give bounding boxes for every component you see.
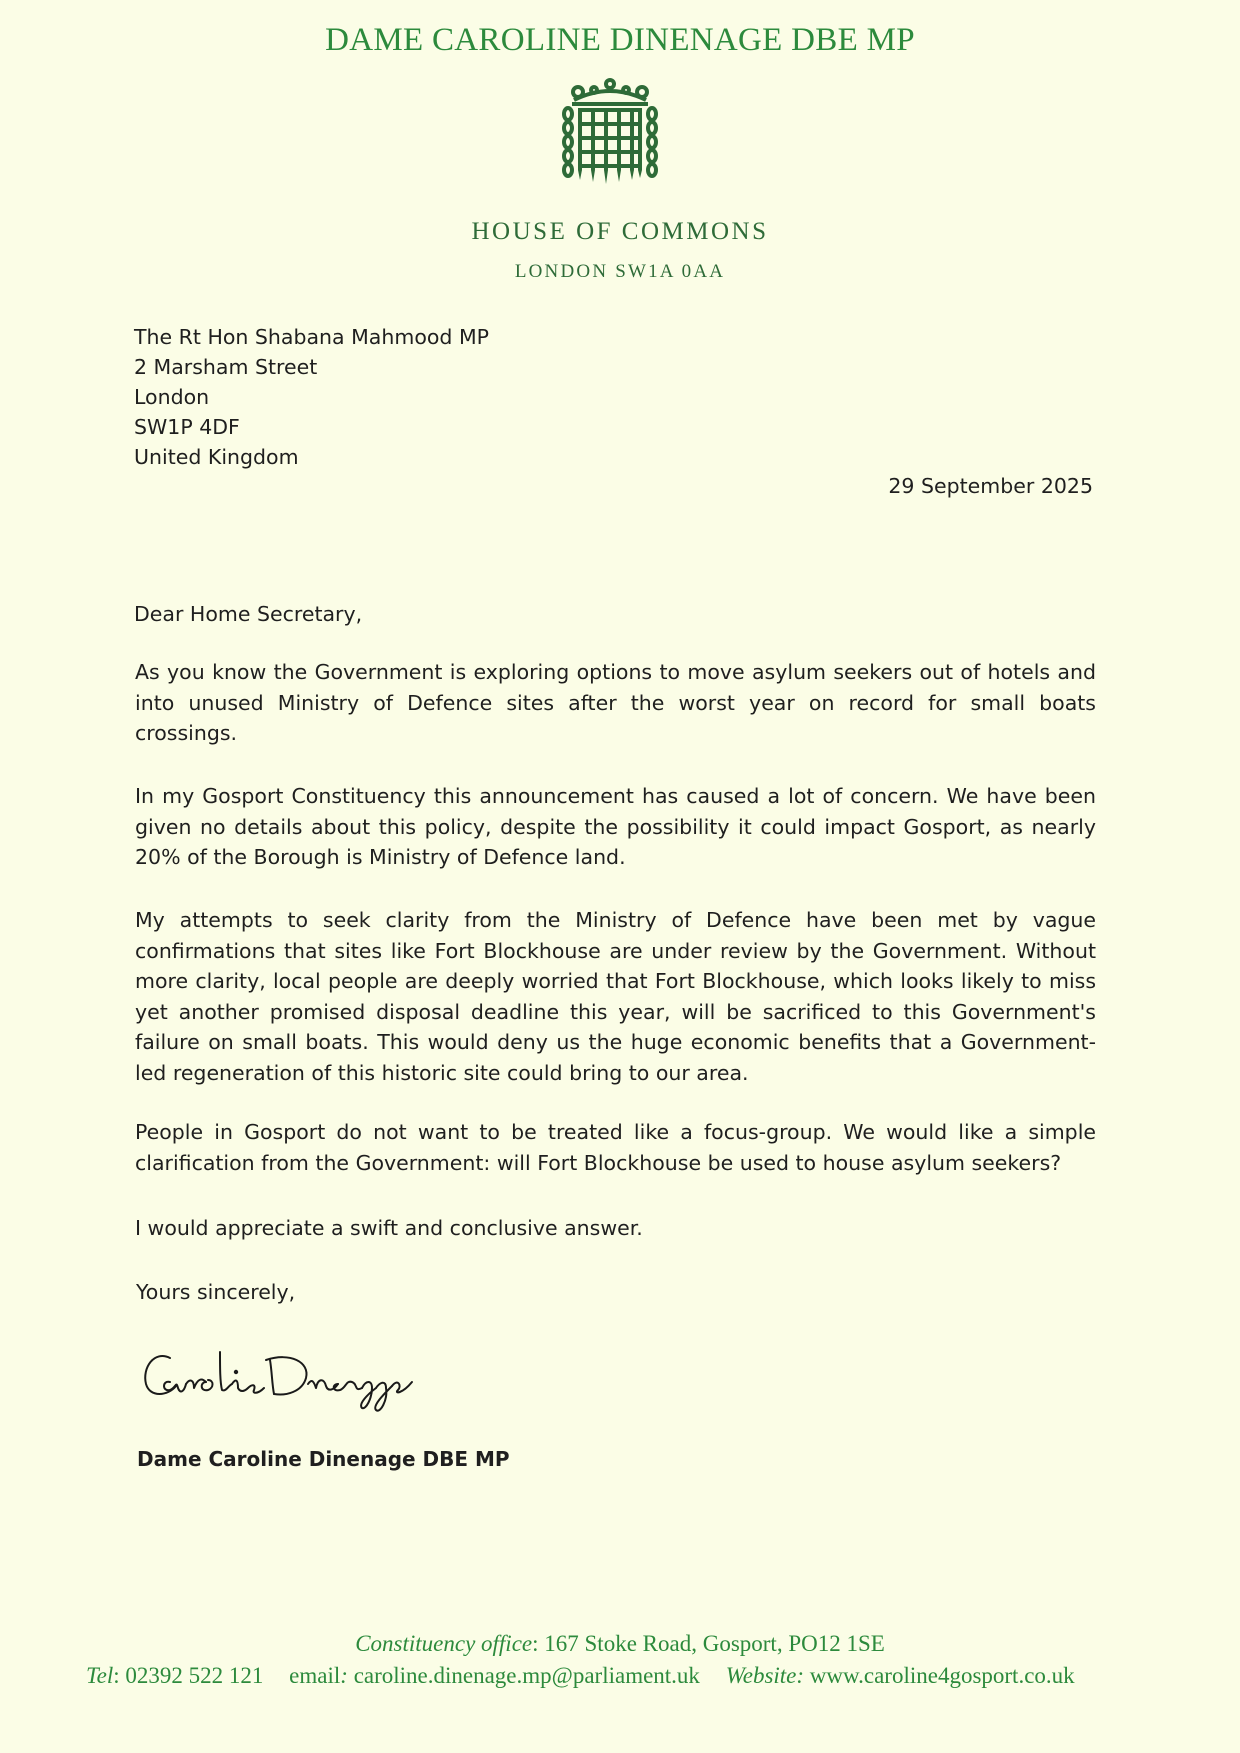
body-paragraph: In my Gosport Constituency this announcement has caused a lot of concern. We have been given no details about this policy, despite the possibility it could impact Gosport, as nearly 20% of the Borough is Ministry of Defence land. — [135, 784, 1096, 869]
recipient-line: The Rt Hon Shabana Mahmood MP — [134, 325, 489, 349]
footer-email-label: email — [289, 1663, 341, 1688]
recipient-address — [134, 322, 489, 472]
recipient-line: SW1P 4DF — [134, 415, 240, 439]
footer-contacts: Tel: 02392 522 121 email: caroline.dinenage.mp@parliament.uk Website: www.caroline4gosport.co.uk — [86, 1663, 1075, 1688]
recipient-line: United Kingdom — [134, 445, 299, 469]
footer-website-link[interactable]: www.caroline4gosport.co.uk — [809, 1663, 1075, 1688]
footer-website-label: Website: — [725, 1663, 805, 1688]
footer-office-label: Constituency office — [355, 1631, 533, 1656]
body-paragraph: My attempts to seek clarity from the Ministry of Defence have been met by vague confirmations that sites like Fort Blockhouse are under review by the Government. Without more clarity, local people are deeply worried that Fort Blockhouse, which looks likely to miss yet another promised disposal deadline this year, will be sacrificed to this Government's failure on small boats. This would deny us the huge economic benefits that a Government-led regeneration of this historic site could bring to our area. — [135, 908, 1096, 1085]
salutation: Dear Home Secretary, — [134, 602, 363, 626]
body-paragraph: People in Gosport do not want to be treated like a focus-group. We would like a simple clarification from the Government: will Fort Blockhouse be used to house asylum seekers? — [135, 1120, 1096, 1175]
signature — [140, 1338, 440, 1418]
recipient-line: London — [134, 385, 210, 409]
footer-tel-label: Tel — [86, 1663, 114, 1688]
footer-email-link[interactable]: caroline.dinenage.mp@parliament.uk — [353, 1663, 700, 1688]
letterhead-address: LONDON SW1A 0AA — [514, 261, 726, 282]
closing: Yours sincerely, — [136, 1280, 296, 1304]
footer-tel-value: 02392 522 121 — [125, 1663, 264, 1688]
recipient-line: 2 Marsham Street — [134, 355, 318, 379]
letterhead-house: HOUSE OF COMMONS — [471, 218, 769, 245]
footer-office: Constituency office: 167 Stoke Road, Gosport, PO12 1SE — [355, 1631, 885, 1656]
signatory-name: Dame Caroline Dinenage DBE MP — [137, 1447, 510, 1471]
portcullis-icon — [562, 78, 658, 186]
body-paragraph: I would appreciate a swift and conclusive answer. — [135, 1216, 643, 1240]
letter-date: 29 September 2025 — [888, 474, 1093, 498]
footer-office-value: 167 Stoke Road, Gosport, PO12 1SE — [544, 1631, 885, 1656]
body-paragraph: As you know the Government is exploring options to move asylum seekers out of hotels and into unused Ministry of Defence sites after the worst year on record for small boats crossings. — [135, 660, 1096, 745]
letterhead-mp-name: DAME CAROLINE DINENAGE DBE MP — [325, 22, 915, 58]
